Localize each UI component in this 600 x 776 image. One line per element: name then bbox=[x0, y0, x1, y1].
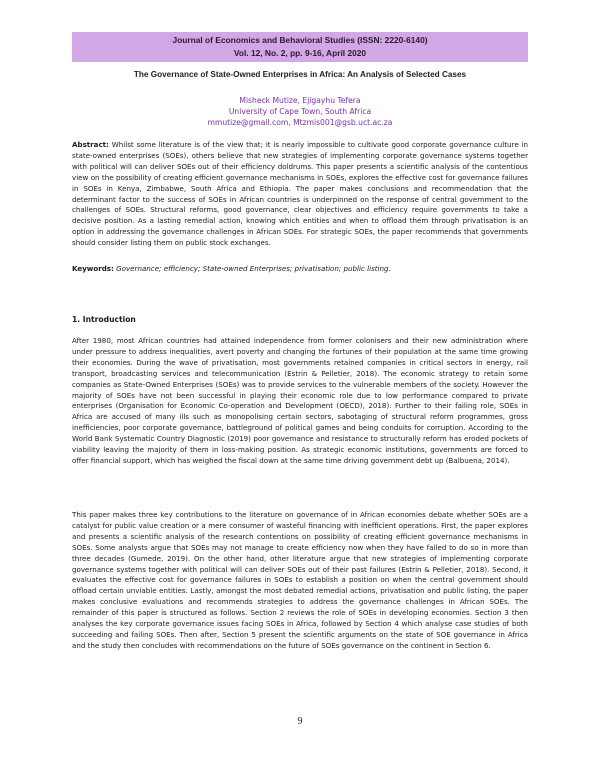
abstract-text: Whilst some literature is of the view that; it is nearly impossible to cultivate good corporate governance culture in state-owned enterprises (SOEs), others believe that new strategies of implementing corporate governance systems together with political will can deliver SOEs out of their efficiency doldrums. This paper presents a scientific analysis of the contentious view on the possibility of creating efficient governance mechanisms in SOEs, explores the effective cost for governance failures in SOEs in Kenya, Zimbabwe, South Africa and Ethiopia. The paper makes conclusions and recommendation that the determinant factor to the success of SOEs in African countries is underpinned on the response of central government to the challenges of SOEs. Structural reforms, good governance, clear objectives and efficiency require governments to take a decisive position. As a lasting remedial action, knowing which entities and when to offload them through privatisation is an option in addressing the governance challenges in African SOEs. For strategic SOEs, the paper recommends that governments should consider listing them on public stock exchanges. bbox=[72, 140, 528, 248]
intro-paragraph-2: This paper makes three key contributions to the literature on governance of in African economies debate whether SOEs are a catalyst for public value creation or a mere consumer of wasteful financing with inefficient operations. First, the paper explores and presents a scientific analysis of the research contentions on possibility of creating efficient governance mechanisms in SOEs. Some analysts argue that SOEs may not manage to create efficiency now when they have failed to do so in more than three decades (Gumede, 2019). On the other hand, other literature argue that new strategies of implementing corporate governance systems together with political will can deliver SOEs out of their past failures (Estrin & Pelletier, 2018). Second, it evaluates the effective cost for governance failures in SOEs to establish a position on when the central government should offload certain unviable entities. Lastly, amongst the most debated remedial actions, privatisation and public listing, the paper makes conclusive evaluations and recommends strategies to address the governance challenges in African SOEs. The remainder of this paper is structured as follows. Section 2 reviews the role of SOEs in developing economies. Section 3 then analyses the key corporate governance issues facing SOEs in Africa, followed by Section 4 which analyse case studies of both succeeding and failing SOEs. Then after, Section 5 present the scientific arguments on the state of SOE governance in Africa and the study then concludes with recommendations on the future of SOEs governance on the continent in Section 6. bbox=[72, 510, 528, 650]
author-block bbox=[72, 95, 528, 128]
author-affiliation: University of Cape Town, South Africa bbox=[228, 107, 372, 116]
page-number: 9 bbox=[297, 716, 303, 727]
keywords-label: Keywords: bbox=[72, 264, 114, 273]
keywords-text: Governance; efficiency; State-owned Enterprises; privatisation; public listing. bbox=[116, 264, 391, 273]
paper-title: The Governance of State-Owned Enterprises in Africa: An Analysis of Selected Cases bbox=[133, 70, 467, 79]
intro-paragraph-1: After 1980, most African countries had attained independence from former colonisers and their new administration where under pressure to address inequalities, avert poverty and changing the fortunes of their population at the same time growing their economies. During the wave of privatisation, most governments retained companies in critical sectors in energy, rail transport, broadcasting services and telecommunication (Estrin & Pelletier, 2018). The economic strategy to retain some companies as State-Owned Enterprises (SOEs) was to provide services to the vulnerable members of the society. However the majority of SOEs have not been successful in playing their economic role due to low performance compared to private enterprises (Organisation for Economic Co-operation and Development (OECD), 2018). Further to their failing role, SOEs in Africa are accused of many ills such as monopolising certain sectors, sabotaging of structural reform programmes, gross inefficiencies, poor corporate governance, battleground of political games and being conduits for corruption. According to the World Bank Systematic Country Diagnostic (2019) poor governance and resistance to structurally reform has eroded pockets of viability leaving the majority of them in loss-making position. As strategic economic institutions, governments are forced to offer financial support, which has weighed the fiscal down at the same time driving government debt up (Balbuena, 2014). bbox=[72, 336, 528, 465]
section-heading-introduction: 1. Introduction bbox=[72, 315, 136, 324]
journal-header-band bbox=[72, 32, 528, 62]
keywords bbox=[72, 264, 528, 275]
author-emails: mmutize@gmail.com, Mtzmis001@gsb.uct.ac.za bbox=[207, 118, 393, 127]
journal-name-issn: Journal of Economics and Behavioral Studies (ISSN: 2220-6140) bbox=[172, 35, 428, 45]
abstract bbox=[72, 140, 528, 249]
abstract-label: Abstract: bbox=[72, 140, 109, 149]
author-names: Misheck Mutize, Ejigayhu Tefera bbox=[239, 96, 361, 105]
journal-volume-line: Vol. 12, No. 2, pp. 9-16, April 2020 bbox=[233, 48, 367, 58]
